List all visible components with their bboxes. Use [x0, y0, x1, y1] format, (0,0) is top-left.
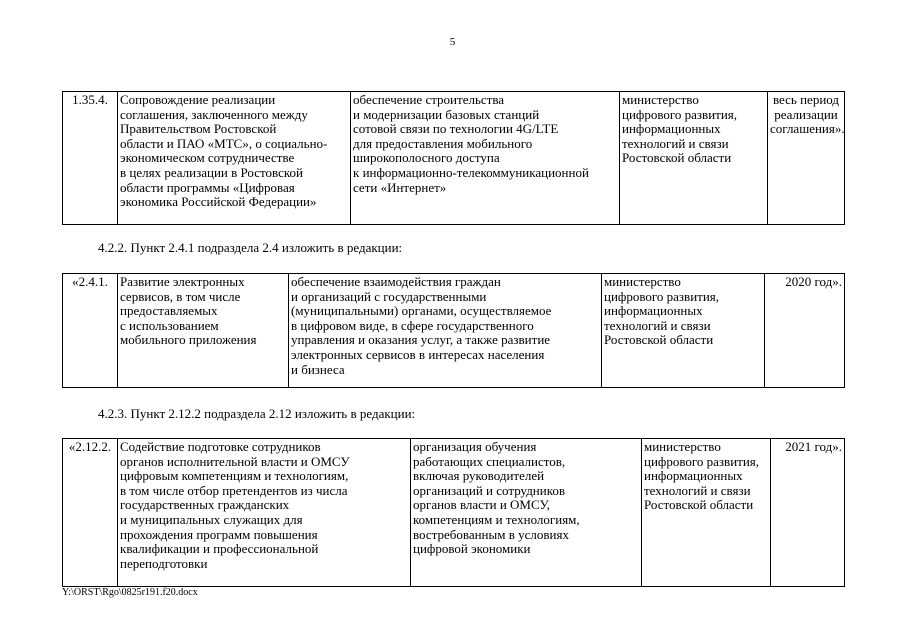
item-result: обеспечение взаимодействия граждан и организаций с государственными (муниципальными) органами, осуществляемое в цифровом виде, в сфере государственного управления и оказания услуг, а также развитие электронных сервисов в интересах населения и бизнеса	[289, 274, 602, 388]
table-row	[63, 274, 845, 388]
file-path-footer: Y:\ORST\Rgo\0825r191.f20.docx	[62, 587, 198, 598]
item-name: Содействие подготовке сотрудников органов исполнительной власти и ОМСУ цифровым компетенциям и технологиям, в том числе отбор претендентов из числа государственных гражданских и муниципальных служащих для прохождения программ повышения квалификации и профессиональной переподготовки	[118, 439, 411, 587]
item-name: Развитие электронных сервисов, в том числе предоставляемых с использованием мобильного приложения	[118, 274, 289, 388]
table-2-4-1	[62, 273, 845, 388]
table-1-35-4	[62, 91, 845, 225]
page-number: 5	[449, 36, 456, 48]
item-name: Сопровождение реализации соглашения, заключенного между Правительством Ростовской области и ПАО «МТС», о социально- экономическом сотрудничестве в целях реализации в Ростовской области программы «Цифровая экономика Российской Федерации»	[118, 92, 351, 225]
item-number: «2.12.2.	[63, 439, 118, 587]
table-row	[63, 92, 845, 225]
item-term: 2021 год».	[771, 439, 845, 587]
table-2-12-2	[62, 438, 845, 587]
item-executor: министерство цифрового развития, информационных технологий и связи Ростовской области	[620, 92, 768, 225]
item-result: организация обучения работающих специалистов, включая руководителей организаций и сотрудников органов власти и ОМСУ, компетенциям и технологиям, востребованным в условиях цифровой экономики	[411, 439, 642, 587]
item-executor: министерство цифрового развития, информационных технологий и связи Ростовской области	[642, 439, 771, 587]
item-term: весь период реализации соглашения».	[768, 92, 845, 225]
paragraph-4-2-2: 4.2.2. Пункт 2.4.1 подраздела 2.4 изложить в редакции:	[98, 240, 403, 255]
item-number: «2.4.1.	[63, 274, 118, 388]
item-result: обеспечение строительства и модернизации базовых станций сотовой связи по технологии 4G/LTE для предоставления мобильного широкополосного доступа к информационно-телекоммуникационной сети «Интернет»	[351, 92, 620, 225]
item-term: 2020 год».	[765, 274, 845, 388]
table-row	[63, 439, 845, 587]
item-number: 1.35.4.	[63, 92, 118, 225]
paragraph-4-2-3: 4.2.3. Пункт 2.12.2 подраздела 2.12 изложить в редакции:	[98, 406, 416, 421]
item-executor: министерство цифрового развития, информационных технологий и связи Ростовской области	[602, 274, 765, 388]
